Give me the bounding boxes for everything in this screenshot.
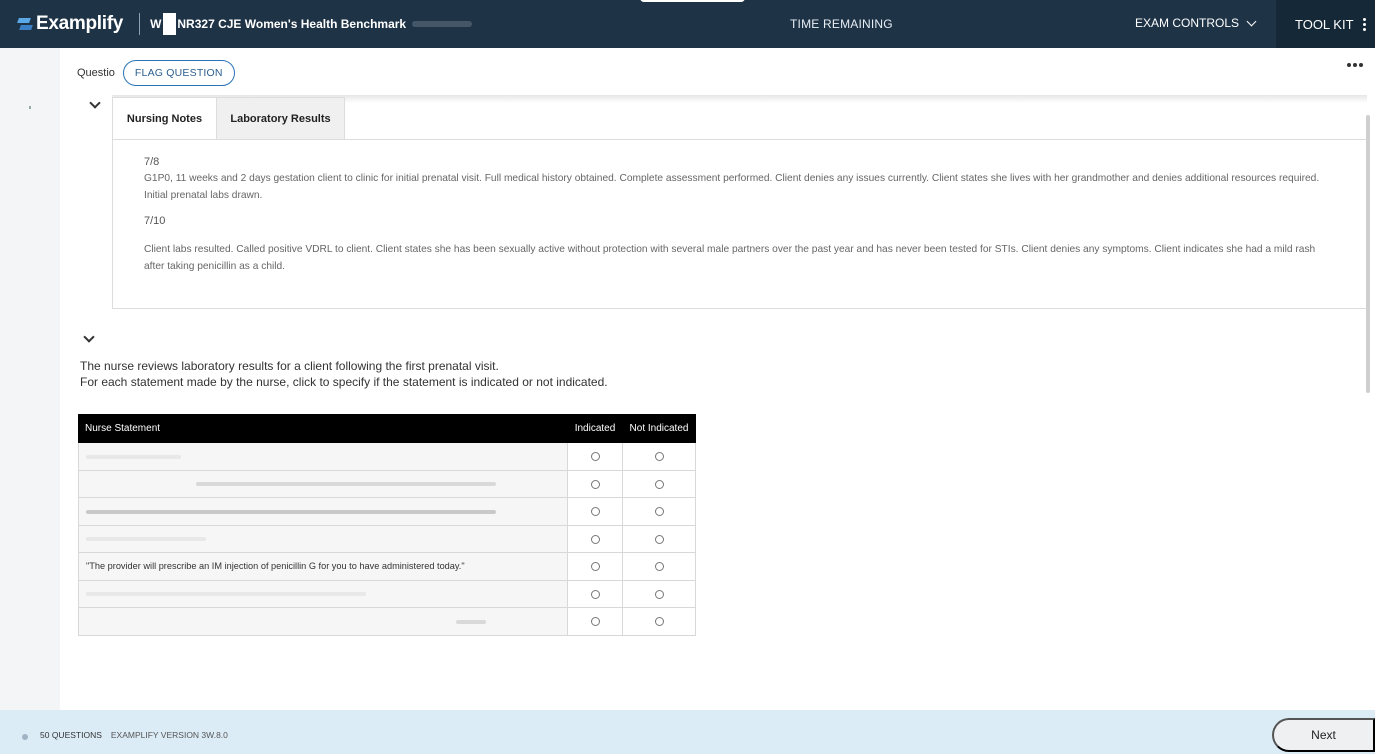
collapse-case-chevron-icon[interactable] [89, 97, 100, 108]
app-name: Examplify [36, 13, 124, 34]
table-row [79, 470, 696, 498]
indicated-cell[interactable] [568, 443, 623, 471]
not-indicated-radio[interactable] [655, 507, 664, 516]
not-indicated-cell[interactable] [623, 498, 696, 526]
blurred-text [412, 21, 472, 27]
app-logo [0, 0, 123, 48]
blurred-text [86, 510, 496, 514]
question-stem [80, 358, 608, 390]
note-date: 7/8 [144, 156, 160, 168]
not-indicated-radio[interactable] [655, 562, 664, 571]
header-indicated: Indicated [568, 415, 623, 443]
not-indicated-radio[interactable] [655, 617, 664, 626]
exam-title-text: NR327 CJE Women's Health Benchmark [177, 17, 407, 31]
tab-nursing-notes[interactable]: Nursing Notes [112, 97, 217, 139]
window-notch [640, 0, 745, 2]
not-indicated-radio[interactable] [655, 590, 664, 599]
note-text: Client labs resulted. Called positive VDRL to client. Client states she has been sexually active without protection with several male partners over the past year and has never been tested for STIs. Client denies any symptoms. Client indicates she had a mild rash after taking penicillin as a child. [144, 244, 1316, 272]
chevron-down-icon [1247, 16, 1257, 26]
table-row [79, 553, 696, 581]
tab-laboratory-results[interactable]: Laboratory Results [217, 97, 345, 139]
not-indicated-cell[interactable] [623, 608, 696, 636]
collapse-question-chevron-icon[interactable] [83, 331, 94, 342]
statement-cell [79, 498, 568, 526]
not-indicated-cell[interactable] [623, 443, 696, 471]
statement-cell [79, 608, 568, 636]
header-nurse-statement: Nurse Statement [79, 415, 568, 443]
indicated-cell[interactable] [568, 498, 623, 526]
blurred-text [196, 482, 496, 486]
toolkit-label: TOOL KIT [1295, 16, 1354, 32]
statement-cell [79, 443, 568, 471]
indicated-cell[interactable] [568, 525, 623, 553]
not-indicated-cell[interactable] [623, 525, 696, 553]
app-header [0, 0, 1375, 48]
statement-cell: "The provider will prescribe an IM injection of penicillin G for you to have administered today." [79, 553, 568, 581]
status-pin-icon [22, 734, 28, 740]
blurred-text [86, 592, 366, 596]
redaction-box [163, 13, 176, 35]
blurred-text [456, 620, 486, 624]
gutter-marker [29, 106, 31, 109]
examplify-logo-icon [18, 17, 32, 31]
not-indicated-cell[interactable] [623, 553, 696, 581]
question-count: 50 QUESTIONS [40, 730, 102, 740]
table-row [79, 608, 696, 636]
footer-info [40, 730, 228, 740]
statement-cell [79, 580, 568, 608]
vertical-dots-icon [1363, 18, 1366, 31]
next-button[interactable]: Next [1272, 718, 1375, 752]
indicated-radio[interactable] [591, 535, 600, 544]
not-indicated-radio[interactable] [655, 480, 664, 489]
question-stem-line: For each statement made by the nurse, click to specify if the statement is indicated or not indicated. [80, 375, 608, 389]
table-row [79, 580, 696, 608]
not-indicated-radio[interactable] [655, 452, 664, 461]
indicated-cell[interactable] [568, 470, 623, 498]
indicated-radio[interactable] [591, 562, 600, 571]
indicated-radio[interactable] [591, 480, 600, 489]
flag-question-button[interactable]: FLAG QUESTION [123, 60, 235, 86]
blurred-text [86, 537, 206, 541]
question-label: Questio [77, 67, 115, 79]
blurred-text [86, 455, 181, 459]
indicated-cell[interactable] [568, 608, 623, 636]
question-bar [77, 60, 235, 86]
not-indicated-cell[interactable] [623, 580, 696, 608]
indicated-radio[interactable] [591, 617, 600, 626]
table-row [79, 525, 696, 553]
statement-cell [79, 525, 568, 553]
table-row [79, 498, 696, 526]
question-stem-line: The nurse reviews laboratory results for a client following the first prenatal visit. [80, 359, 499, 373]
note-date: 7/10 [144, 215, 166, 227]
matrix-table [78, 414, 696, 636]
toolkit-button[interactable] [1276, 0, 1375, 48]
indicated-radio[interactable] [591, 590, 600, 599]
exam-title [150, 13, 472, 35]
exam-controls-label: EXAM CONTROLS [1135, 16, 1240, 30]
header-divider [139, 13, 140, 35]
indicated-radio[interactable] [591, 507, 600, 516]
not-indicated-cell[interactable] [623, 470, 696, 498]
more-options-icon[interactable] [1347, 63, 1363, 67]
content-scrollbar[interactable] [1366, 115, 1370, 393]
left-gutter [0, 48, 60, 710]
note-text: G1P0, 11 weeks and 2 days gestation client to clinic for initial prenatal visit. Full medical history obtained. Complete assessment performed. Client denies any issues currently. Client states she lives with her grandmother and denies additional resources required. Initial prenatal labs drawn. [144, 173, 1320, 201]
table-row [79, 443, 696, 471]
statement-cell [79, 470, 568, 498]
nursing-notes-panel [112, 139, 1367, 309]
exam-controls-menu[interactable] [1135, 16, 1255, 30]
exam-title-prefix: W [150, 17, 162, 31]
app-version: EXAMPLIFY VERSION 3W.8.0 [110, 730, 228, 740]
case-tabs [112, 97, 345, 139]
matrix-header-row [79, 415, 696, 443]
app-footer [0, 710, 1375, 754]
header-not-indicated: Not Indicated [623, 415, 696, 443]
indicated-cell[interactable] [568, 553, 623, 581]
indicated-cell[interactable] [568, 580, 623, 608]
time-remaining-label[interactable]: TIME REMAINING [790, 17, 893, 31]
not-indicated-radio[interactable] [655, 535, 664, 544]
indicated-radio[interactable] [591, 452, 600, 461]
